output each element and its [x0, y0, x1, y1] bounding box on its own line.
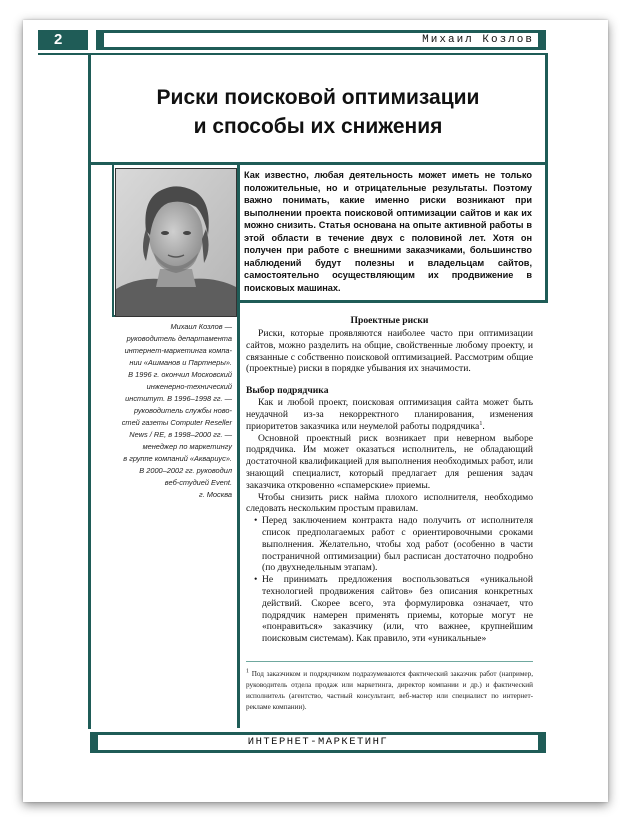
header-bar	[96, 30, 546, 50]
bio-line: веб-студией Event.	[164, 478, 232, 487]
paragraph-1	[246, 397, 533, 432]
bio-line: г. Москва	[198, 490, 232, 499]
article-body	[246, 315, 533, 645]
article-title	[88, 83, 548, 141]
section-paragraph: Риски, которые проявляются наиболее часто при оптимизации сайтов, можно разделить на общие, свойственные любому проекту, и связанные с собственно поисковой оптимизацией. Рассмотрим общие (проектные) риски в порядке убывания их значимости.	[246, 328, 533, 375]
footnote-mark: 1	[246, 668, 249, 675]
page-number: 2	[38, 30, 88, 50]
paragraph-1-text: Как и любой проект, поисковая оптимизация сайта может быть неудачной из-за некорректного планирования, изменения приоритетов заказчика или неумелой работы подрядчика	[246, 397, 533, 432]
header-author: Михаил Козлов	[104, 33, 538, 47]
bio-line: стей газеты Computer Reseller	[121, 418, 232, 427]
author-photo	[115, 168, 237, 317]
frame-left-rule	[88, 53, 91, 729]
section-heading: Проектные риски	[350, 315, 429, 326]
paragraph-2: Основной проектный риск возникает при неверном выборе подрядчика. Им может оказаться исполнитель, не обладающий достаточной квалификацией для выполнения необходимых работ, или знающий специалист, который предлагает для решения задач заказчика откровенно «спамерские» приемы.	[246, 432, 533, 491]
bio-line: институт. В 1996–1998 гг. —	[125, 394, 232, 403]
bio-line: В 1996 г. окончил Московский	[128, 370, 232, 379]
bio-line: В 2000–2002 гг. руководил	[139, 466, 232, 475]
author-bio	[112, 321, 232, 501]
footnote-text: Под заказчиком и подрядчиком подразумеваются фактический заказчик работ (например, руководитель отдела продаж или маркетинга, директор компании и др.) и фактический исполнитель (агентство, частный консультант, веб-мастер или специалист по интернет-рекламе компании).	[246, 670, 534, 711]
footnote-rule	[246, 661, 533, 662]
bio-line: Михаил Козлов —	[170, 322, 232, 331]
subsection-heading: Выбор подрядчика	[246, 385, 329, 397]
bio-line: руководитель департамента	[126, 334, 232, 343]
list-item: • Перед заключением контракта надо получить от исполнителя список предполагаемых работ с ориентировочными сроками выполнения. Желательно, чтобы ход работ (особенно в части постраничной оптимизации) был расписан достаточно подробно (по двухнедельным этапам).	[262, 515, 533, 574]
title-line-2: и способы их снижения	[193, 115, 443, 138]
bio-line: нии «Ашманов и Партнеры».	[129, 358, 232, 367]
paragraph-1-end: .	[482, 420, 485, 432]
bio-line: менеджер по маркетингу	[142, 442, 232, 451]
header-rule	[38, 53, 546, 55]
article-lead: Как известно, любая деятельность может иметь не только положительные, но и отрицательные результаты. Поэтому важно понимать, какие именно риски возникают при выполнении проекта поисковой оптимизации сайтов и как их можно снизить. Статья основана на опыте активной работы в этой области в течение двух с половиной лет. Хотя он получен при работе с внешними заказчиками, большинство наблюдений будут полезны и владельцам сайтов, самостоятельно осуществляющим их продвижение в поисковых машинах.	[244, 170, 532, 293]
bio-line: инженерно-технический	[146, 382, 232, 391]
photo-frame-left	[112, 165, 114, 317]
footnote-reference: 1	[479, 420, 483, 427]
footer-bar	[90, 732, 546, 753]
bio-line: News / RE, в 1998–2000 гг. —	[129, 430, 232, 439]
column-divider-rule	[237, 162, 240, 728]
footnote	[246, 669, 533, 713]
paragraph-3: Чтобы снизить риск найма плохого исполнителя, необходимо следовать нескольким простым правилам.	[246, 491, 533, 515]
bio-line: интернет-маркетинга компа-	[124, 346, 232, 355]
bio-line: в группе компаний «Аквариус».	[123, 454, 232, 463]
title-bottom-rule	[88, 162, 548, 165]
rules-list	[246, 515, 533, 645]
author-portrait-image	[116, 169, 236, 316]
list-item: • Не принимать предложения воспользоваться «уникальной технологией продвижения сайтов» без описания конкретных действий. Скорее всего, эта формулировка означает, что подрядчик намерен применять приемы, которые могут не «понравиться» заказчику (или, что важнее, крупнейшим поисковым системам). Как правило, эти «уникальные»	[262, 574, 533, 645]
footer-section-label: ИНТЕРНЕТ-МАРКЕТИНГ	[98, 735, 538, 750]
bio-line: руководитель службы ново-	[133, 406, 232, 415]
title-line-1: Риски поисковой оптимизации	[156, 86, 480, 109]
lead-bottom-rule	[237, 300, 548, 303]
